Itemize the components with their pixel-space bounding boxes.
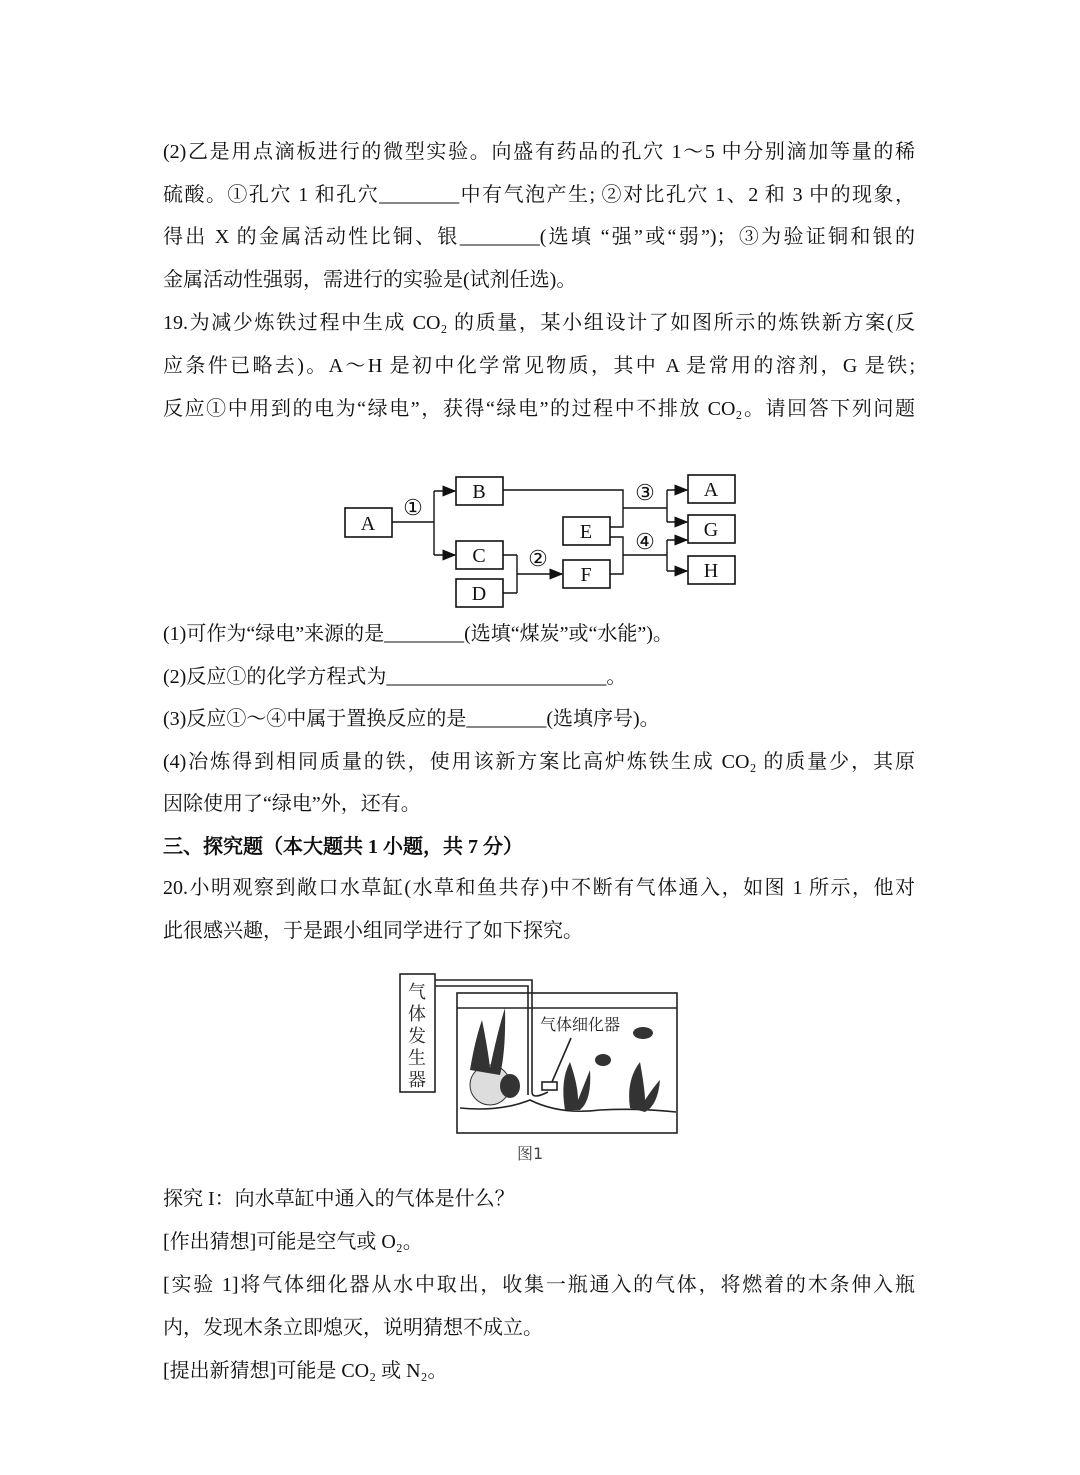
reaction-2-label: ② <box>528 546 548 571</box>
text-line: 得出 X 的金属活动性比铜、银________(选填 “强”或“弱”)；③为验证铜和银的 <box>163 226 915 248</box>
box-F-label: F <box>580 564 592 586</box>
box-G-label: G <box>703 519 719 541</box>
text-line: 此很感兴趣，于是跟小组同学进行了如下探究。 <box>163 920 583 942</box>
text-line: 金属活动性强弱，需进行的实验是(试剂任选)。 <box>163 269 577 291</box>
section-heading: 三、探究题（本大题共 1 小题，共 7 分） <box>163 836 523 858</box>
box-A-label: A <box>360 513 376 535</box>
text-line: 硫酸。①孔穴 1 和孔穴________中有气泡产生; ②对比孔穴 1、2 和 3 中的现象， <box>163 184 915 206</box>
generator-char: 器 <box>408 1070 426 1091</box>
reaction-4-label: ④ <box>635 529 655 554</box>
generator-char: 体 <box>408 1004 426 1025</box>
box-D-label: D <box>471 583 487 605</box>
text-line: [实验 1]将气体细化器从水中取出，收集一瓶通入的气体，将燃着的木条伸入瓶 <box>163 1274 915 1296</box>
reaction-3-label: ③ <box>635 480 655 505</box>
generator-char: 生 <box>408 1048 426 1069</box>
text-line: 应条件已略去)。A～H 是初中化学常见物质，其中 A 是常用的溶剂，G 是铁; <box>163 355 915 377</box>
text-line: (2)反应①的化学方程式为______________________。 <box>163 666 627 688</box>
text-line: [作出猜想]可能是空气或 O₂。 <box>163 1231 423 1253</box>
text-line: 内，发现木条立即熄灭，说明猜想不成立。 <box>163 1317 543 1339</box>
diffuser-label: 气体细化器 <box>539 1015 621 1034</box>
text-line: (4)冶炼得到相同质量的铁，使用该新方案比高炉炼铁生成 CO₂ 的质量少，其原 <box>163 751 915 773</box>
text-line: (3)反应①～④中属于置换反应的是________(选填序号)。 <box>163 708 660 730</box>
generator-char: 发 <box>408 1026 426 1047</box>
text-line: 20.小明观察到敞口水草缸(水草和鱼共存)中不断有气体通入，如图 1 所示，他对 <box>163 877 915 899</box>
text-line: 19.为减少炼铁过程中生成 CO₂ 的质量，某小组设计了如图所示的炼铁新方案(反 <box>163 312 915 334</box>
gas-diffuser <box>542 1082 557 1090</box>
text-line: (1)可作为“绿电”来源的是________(选填“煤炭”或“水能”)。 <box>163 623 673 645</box>
generator-char: 气 <box>408 982 426 1003</box>
text-line: [提出新猜想]可能是 CO₂ 或 N₂。 <box>163 1360 448 1382</box>
box-H-label: H <box>703 560 719 582</box>
text-line: 探究 I：向水草缸中通入的气体是什么？ <box>163 1188 515 1210</box>
box-B-label: B <box>472 481 486 503</box>
reaction-1-label: ① <box>403 495 423 520</box>
text-line: 因除使用了“绿电”外，还有。 <box>163 793 421 815</box>
box-C-label: C <box>472 545 486 567</box>
text-line: (2)乙是用点滴板进行的微型实验。向盛有药品的孔穴 1～5 中分别滴加等量的稀 <box>163 141 915 163</box>
tank <box>457 993 677 1133</box>
box-A-product-label: A <box>703 479 719 501</box>
figure-caption: 图1 <box>517 1144 544 1163</box>
text-line: 反应①中用到的电为“绿电”，获得“绿电”的过程中不排放 CO₂。请回答下列问题 <box>163 398 915 420</box>
box-E-label: E <box>579 521 593 543</box>
